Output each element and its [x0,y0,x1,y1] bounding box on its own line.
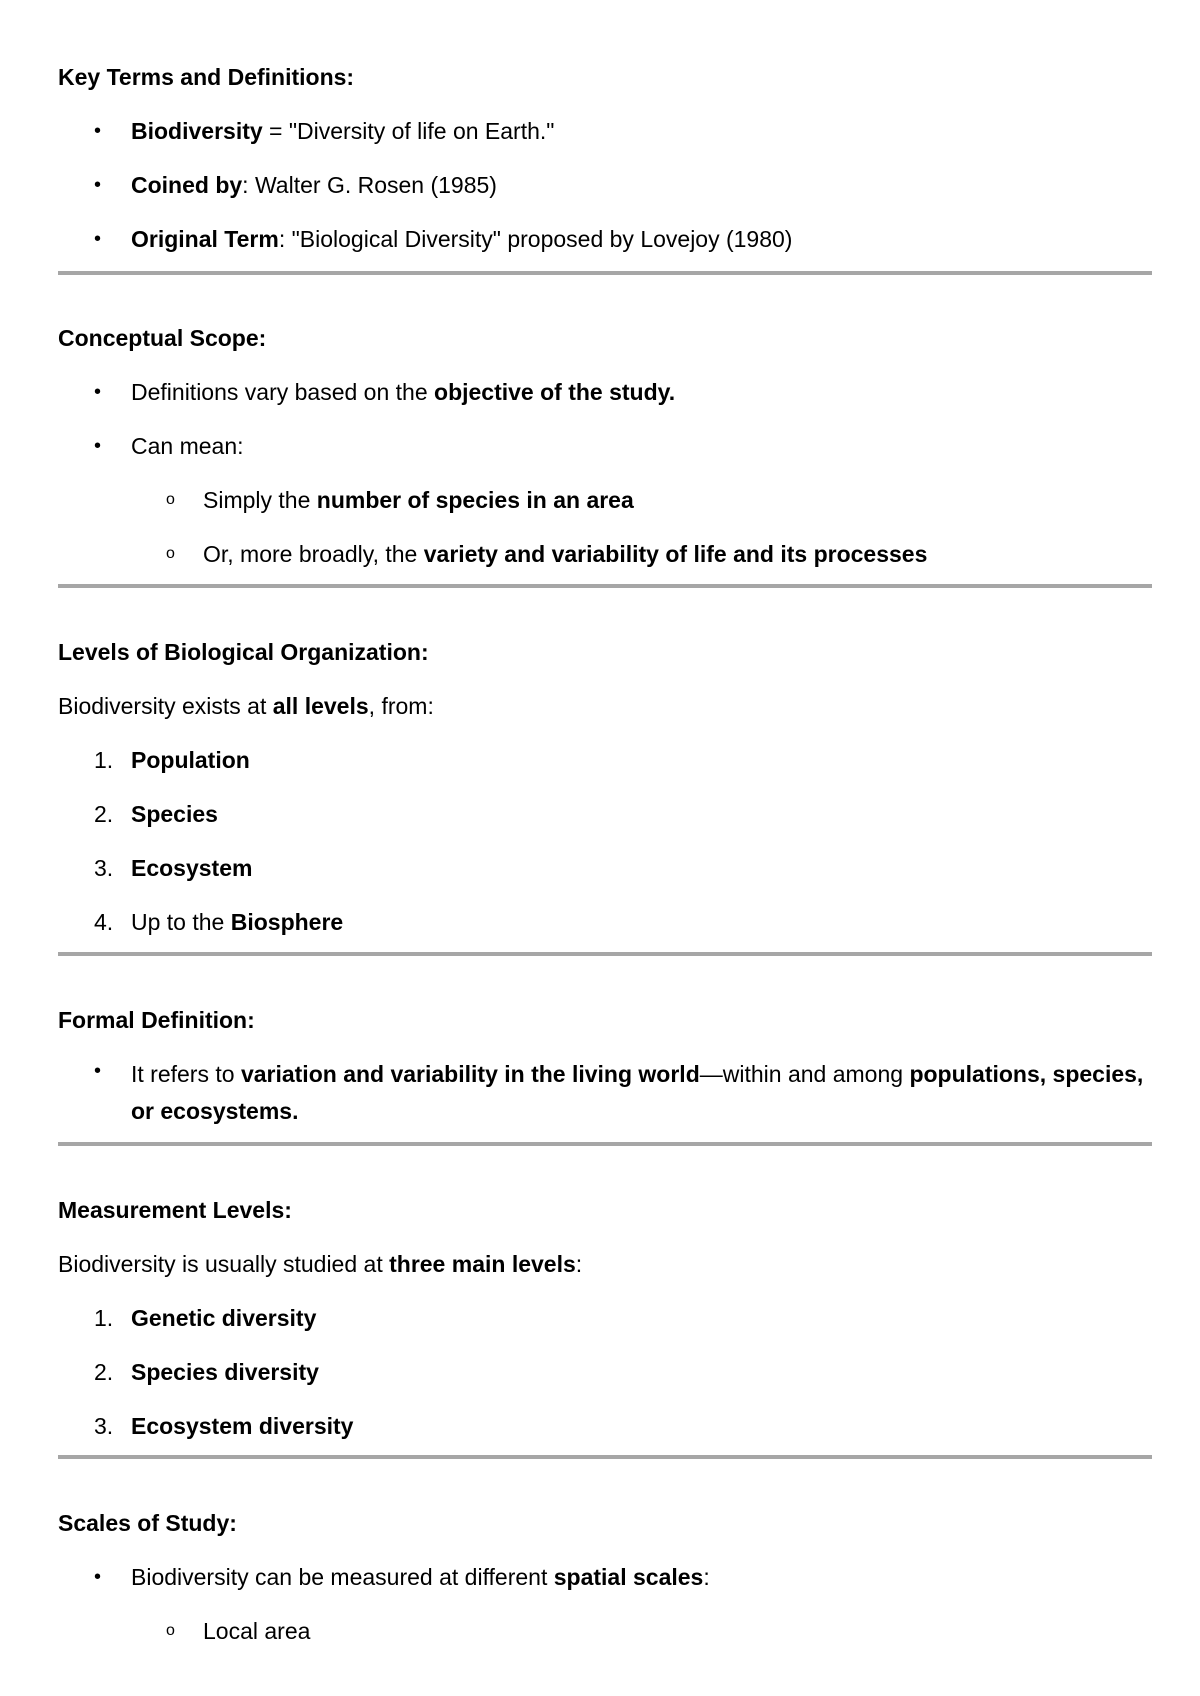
item-text: Local area [203,1618,311,1644]
item-bold: Ecosystem diversity [131,1413,354,1439]
bullet-icon: • [94,1566,102,1588]
section-levels [58,637,1152,961]
item-text-end: : [703,1564,710,1590]
intro-text: Biodiversity exists at [58,693,273,719]
definition: : "Biological Diversity" proposed by Lovejoy (1980) [278,226,793,252]
sub-list-item [58,485,1152,539]
item-bold: variation and variability in the living world [240,1061,700,1087]
item-number: 4. [94,909,114,935]
term: Coined by [131,172,243,198]
item-bold: objective of the study. [434,379,676,405]
section-heading: Measurement Levels: [58,1197,292,1223]
numbered-item [58,745,1152,799]
definition: : Walter G. Rosen (1985) [242,172,497,198]
bullet-icon: • [94,1060,102,1082]
numbered-item [58,799,1152,853]
item-bold: Species [131,801,218,827]
item-number: 1. [94,1305,114,1331]
intro-text-end: , from: [368,693,434,719]
numbered-item [58,853,1152,907]
sub-list-item [58,1616,1152,1670]
list-item [58,1056,1152,1130]
section-divider [58,271,1152,275]
item-bold: Biosphere [230,909,344,935]
item-bold-end: populations, species, or ecosystems. [131,1061,1144,1124]
intro-paragraph [58,691,1152,745]
intro-bold: three main levels [389,1251,576,1277]
item-number: 2. [94,1359,114,1385]
section-heading: Levels of Biological Organization: [58,639,429,665]
sub-bullet-icon: o [166,491,175,508]
list-item [58,431,1152,485]
term: Biodiversity [131,118,263,144]
item-text: Simply the [203,487,317,513]
list-item [58,224,1152,278]
list-item [58,1562,1152,1616]
section-measurement-levels [58,1195,1152,1465]
item-text: It refers to [131,1061,241,1087]
item-bold: spatial scales [553,1564,704,1590]
item-text: Or, more broadly, the [203,541,424,567]
bullet-icon: • [94,228,102,250]
bullet-icon: • [94,174,102,196]
item-bold: number of species in an area [316,487,634,513]
item-bold: Species diversity [131,1359,319,1385]
section-heading: Conceptual Scope: [58,325,267,351]
section-key-terms [58,62,1152,278]
section-formal-definition [58,1005,1152,1130]
item-bold: Population [131,747,250,773]
section-scales-of-study [58,1508,1152,1670]
item-text: Definitions vary based on the [131,379,435,405]
section-divider [58,584,1152,588]
term: Original Term [131,226,279,252]
section-divider [58,1455,1152,1459]
item-number: 3. [94,1413,114,1439]
intro-text: Biodiversity is usually studied at [58,1251,390,1277]
section-heading: Key Terms and Definitions: [58,64,355,90]
section-heading: Scales of Study: [58,1510,237,1536]
intro-text-end: : [575,1251,583,1277]
bullet-icon: • [94,381,102,403]
item-number: 3. [94,855,114,881]
section-divider [58,1142,1152,1146]
item-text: Can mean: [131,433,244,459]
intro-paragraph [58,1249,1152,1303]
sub-bullet-icon: o [166,1622,175,1639]
section-divider [58,952,1152,956]
section-conceptual-scope [58,323,1152,593]
item-bold: Genetic diversity [131,1305,317,1331]
list-item [58,377,1152,431]
item-text-middle: —within and among [699,1061,910,1087]
item-number: 1. [94,747,114,773]
list-item [58,116,1152,170]
item-number: 2. [94,801,114,827]
list-item [58,170,1152,224]
item-bold: Ecosystem [131,855,253,881]
numbered-item [58,1303,1152,1357]
item-text: Biodiversity can be measured at different [131,1564,554,1590]
intro-bold: all levels [272,693,369,719]
numbered-item [58,1357,1152,1411]
bullet-icon: • [94,120,102,142]
sub-bullet-icon: o [166,545,175,562]
bullet-icon: • [94,435,102,457]
section-heading: Formal Definition: [58,1007,255,1033]
item-bold: variety and variability of life and its processes [423,541,928,567]
definition: = "Diversity of life on Earth." [262,118,555,144]
item-text: Up to the [131,909,231,935]
